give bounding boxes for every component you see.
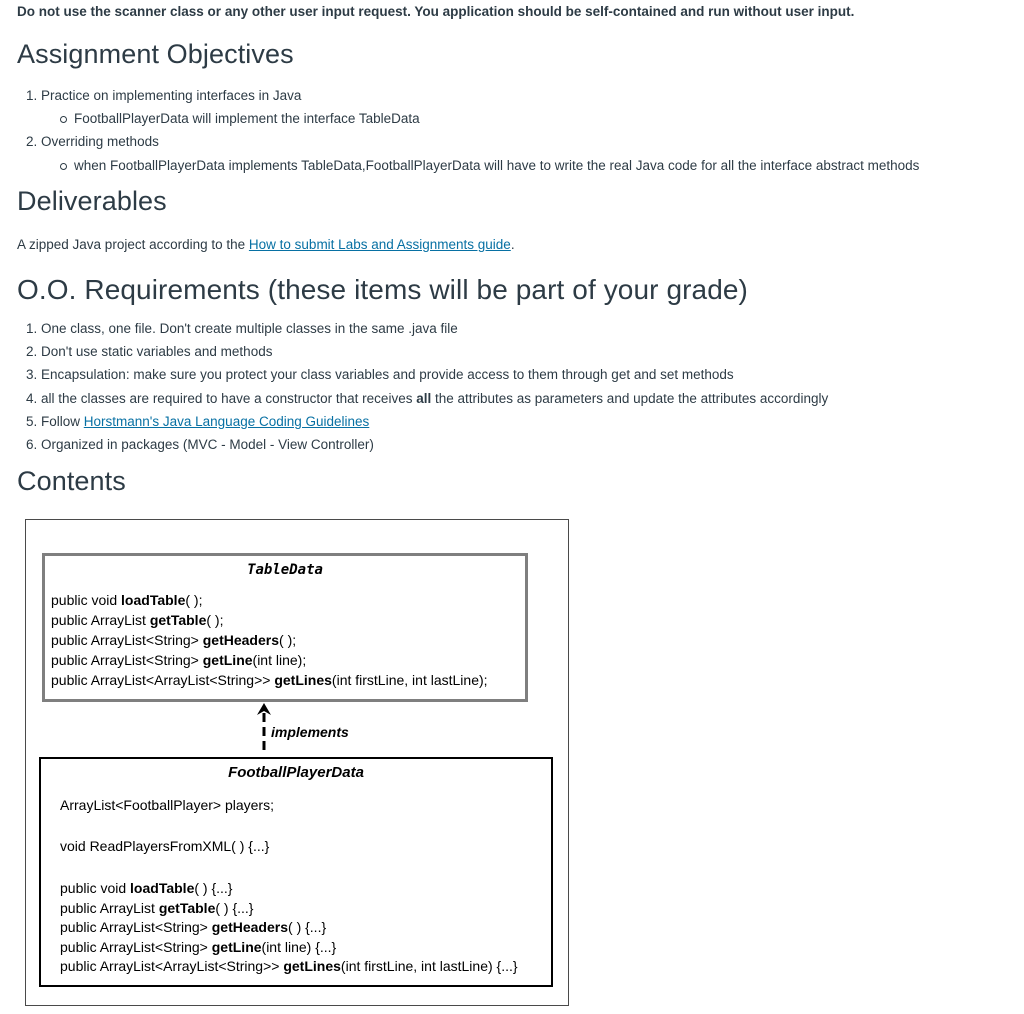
objective-item (26, 130, 919, 153)
class-field: ArrayList<FootballPlayer> players; (60, 797, 274, 813)
requirement-item: 4. all the classes are required to have a constructor that receives all the attributes as parameters and update the attributes accordingly (26, 390, 829, 406)
oo-requirements-heading: O.O. Requirements (these items will be part of your grade) (17, 274, 748, 305)
interface-title: TableData (247, 562, 323, 578)
requirement-item: 6. Organized in packages (MVC - Model - View Controller) (26, 436, 374, 452)
interface-method: public ArrayList<String> getLine(int line); (51, 652, 307, 668)
deliverables-heading: Deliverables (17, 186, 167, 216)
class-method: public ArrayList<String> getHeaders( ) {...} (60, 919, 327, 935)
implements-arrow-icon (256, 701, 272, 751)
interface-methods (51, 590, 488, 690)
interface-method: public ArrayList<String> getHeaders( ); (51, 632, 297, 648)
objective-text: Overriding methods (41, 134, 159, 150)
class-private-method: void ReadPlayersFromXML( ) {...} (60, 838, 270, 854)
uml-diagram (25, 519, 569, 1006)
requirement-item: 1. One class, one file. Don't create multiple classes in the same .java file (26, 321, 458, 336)
contents-heading: Contents (17, 466, 126, 496)
class-method: public ArrayList<ArrayList<String>> getLines(int firstLine, int lastLine) {...} (60, 958, 518, 974)
objective-text: Practice on implementing interfaces in Java (41, 88, 302, 103)
objective-number: 1. (26, 88, 38, 103)
objectives-list (26, 84, 919, 177)
interface-method: public ArrayList<ArrayList<String>> getLines(int firstLine, int lastLine); (51, 672, 488, 688)
uml-class-box (39, 757, 553, 987)
uml-interface-box (42, 553, 528, 702)
submission-guide-link[interactable]: How to submit Labs and Assignments guide (248, 237, 511, 252)
requirement-item: 2. Don't use static variables and methods (26, 344, 273, 360)
class-title: FootballPlayerData (228, 764, 364, 781)
deliverables-text: A zipped Java project according to the How to submit Labs and Assignments guide. (17, 237, 515, 252)
implements-label: implements (271, 724, 349, 740)
objective-subitem: FootballPlayerData will implement the interface TableData (26, 107, 919, 130)
oo-requirements-list (26, 317, 828, 456)
objectives-heading: Assignment Objectives (17, 39, 294, 69)
class-method: public void loadTable( ) {...} (60, 880, 233, 896)
objective-item (26, 84, 919, 107)
interface-method: public ArrayList getTable( ); (51, 612, 224, 628)
interface-method: public void loadTable( ); (51, 592, 203, 608)
class-methods (60, 879, 518, 977)
objective-number: 2. (26, 134, 38, 150)
class-method: public ArrayList<String> getLine(int line) {...} (60, 938, 337, 955)
class-method: public ArrayList getTable( ) {...} (60, 899, 254, 916)
objective-subitem: when FootballPlayerData implements TableData,FootballPlayerData will have to write the real Java code for all the interface abstract methods (26, 154, 919, 177)
coding-guidelines-link[interactable]: Horstmann's Java Language Coding Guidelines (83, 413, 370, 429)
requirement-item: 3. Encapsulation: make sure you protect your class variables and provide access to them through get and set methods (26, 367, 734, 383)
requirement-item: 5. Follow Horstmann's Java Language Coding Guidelines (26, 413, 370, 429)
intro-note: Do not use the scanner class or any other user input request. You application should be self-contained and run without user input. (17, 4, 855, 19)
